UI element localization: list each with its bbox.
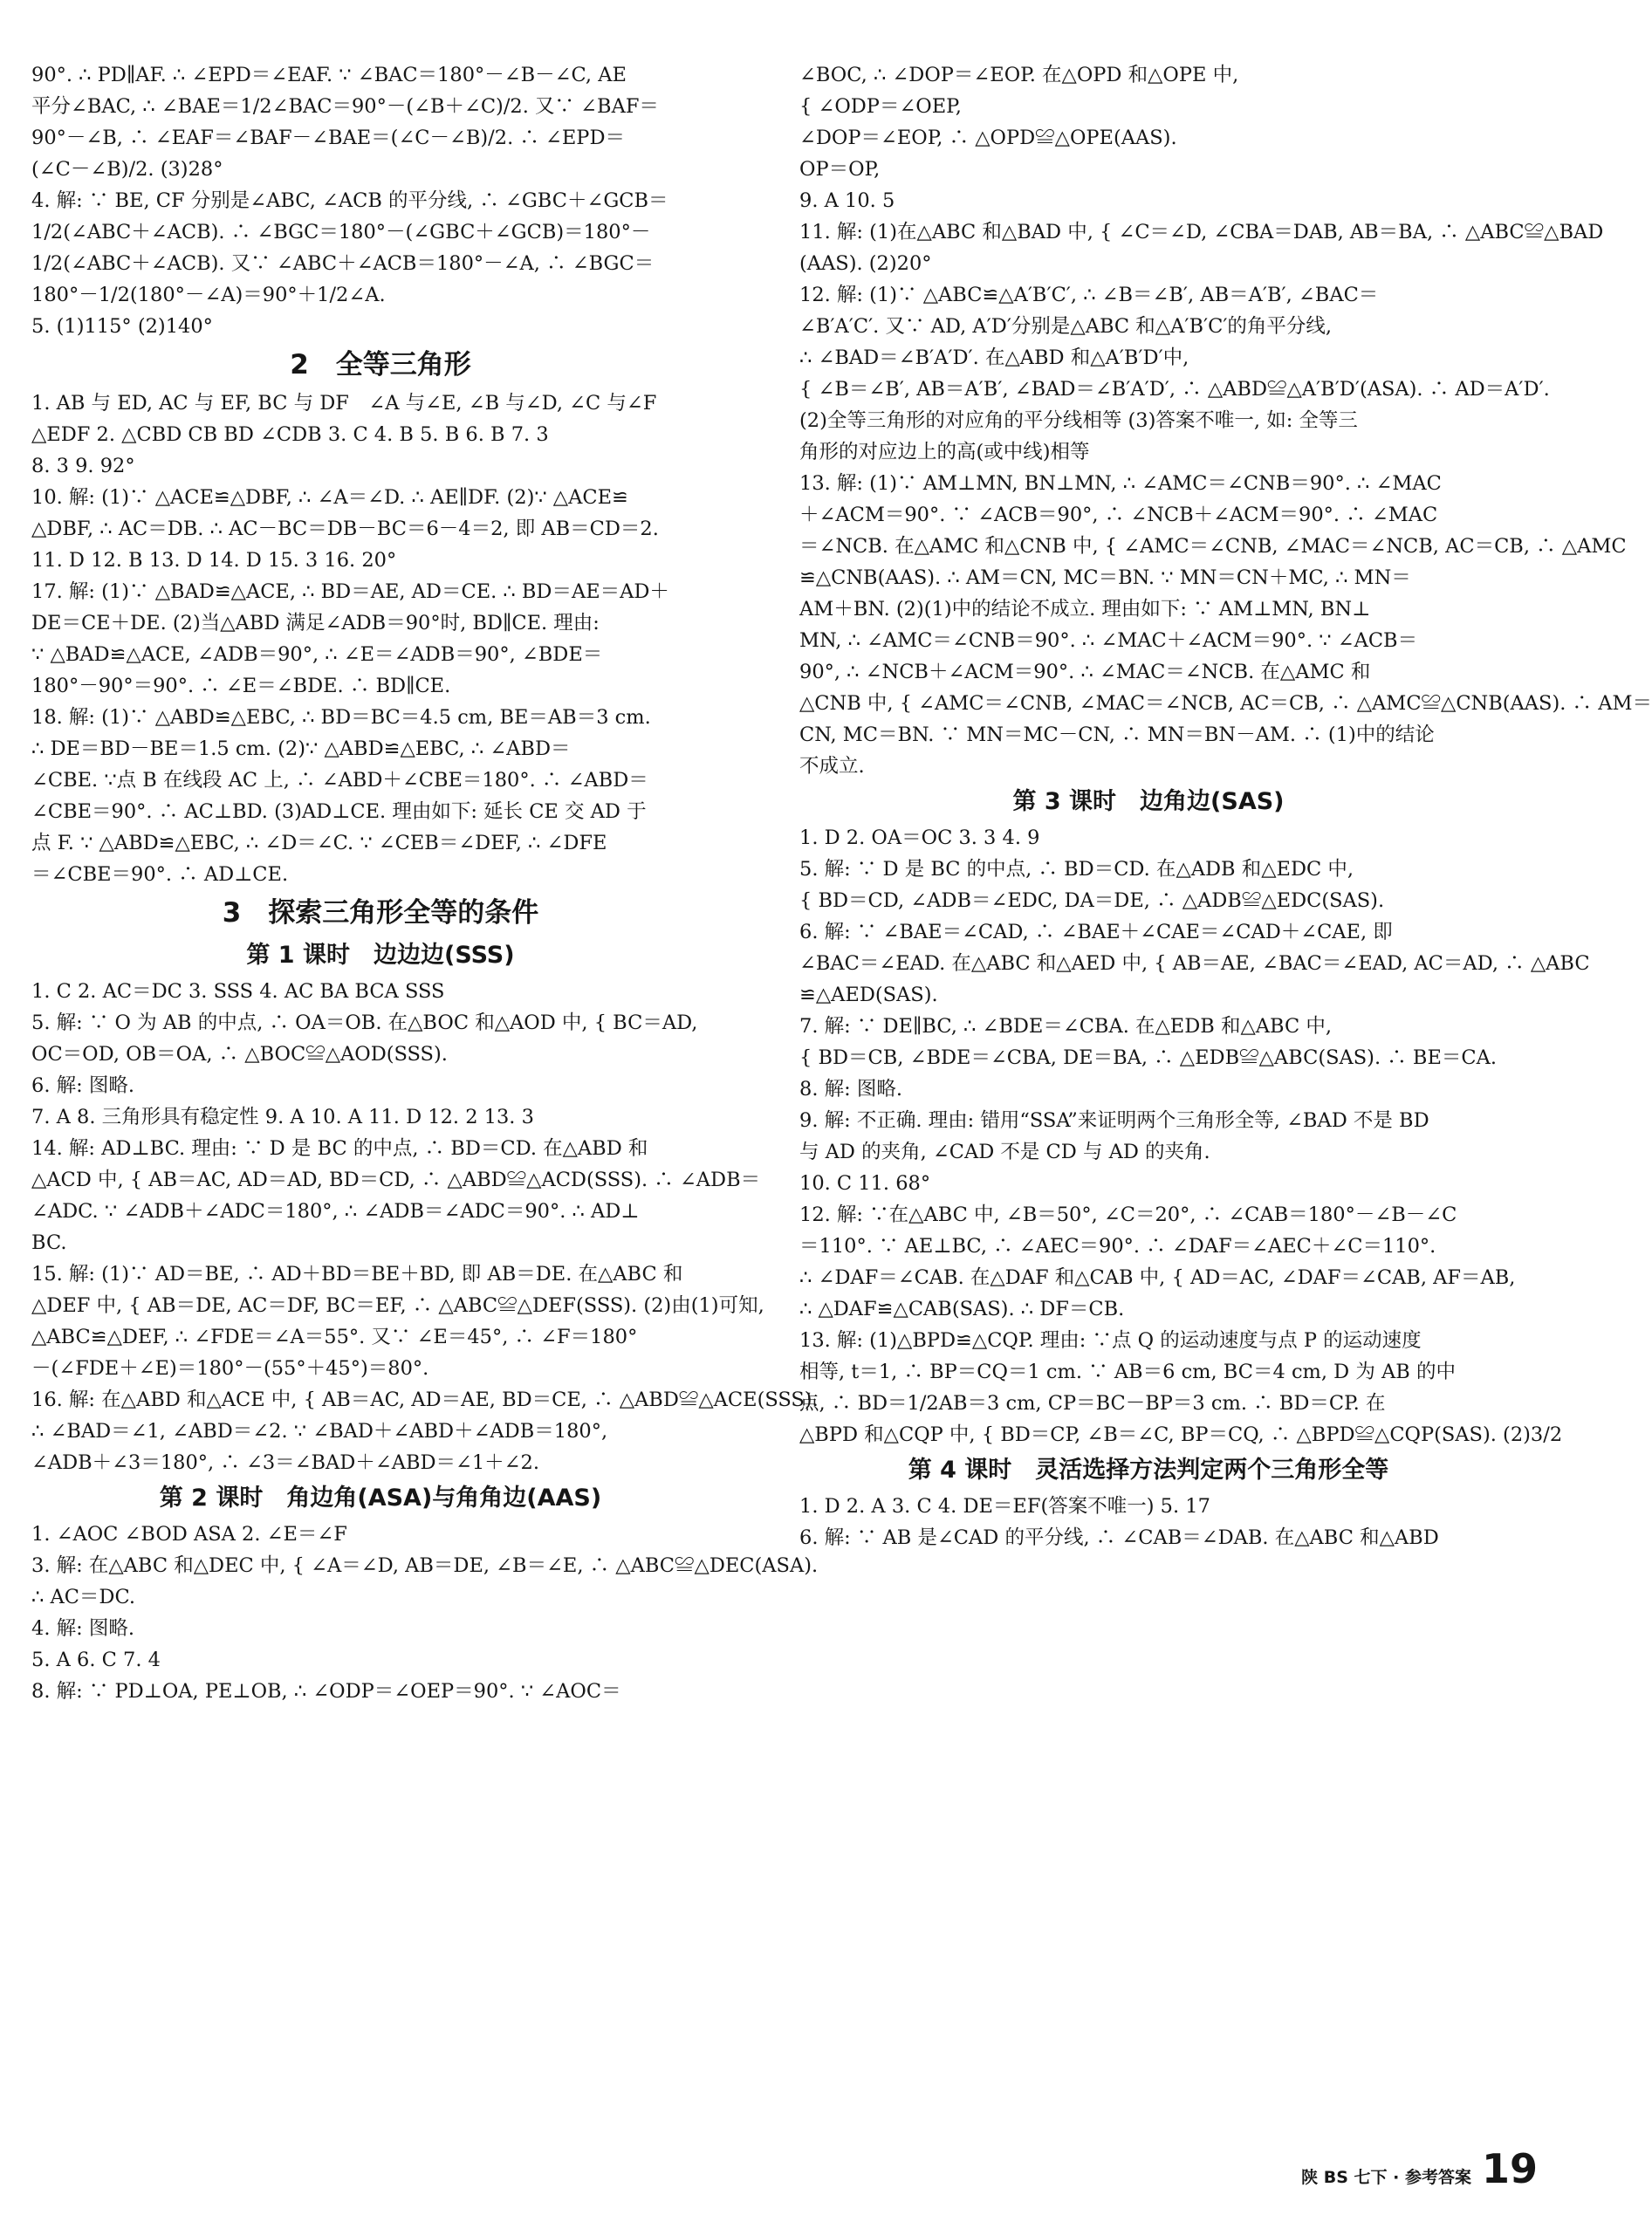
answer-line: 14. 解: AD⊥BC. 理由: ∵ D 是 BC 的中点, ∴ BD＝CD. 在△ABD 和 (31, 1137, 648, 1160)
answer-line: (∠C－∠B)/2. (3)28° (31, 158, 223, 181)
answer-line: 1/2(∠ABC＋∠ACB). ∴ ∠BGC＝180°－(∠GBC＋∠GCB)＝180°－ (31, 221, 651, 243)
answer-line: AM＋BN. (2)(1)中的结论不成立. 理由如下: ∵ AM⊥MN, BN⊥ (799, 598, 1371, 621)
answer-line: 11. D 12. B 13. D 14. D 15. 3 16. 20° (31, 549, 397, 572)
answer-line: OC＝OD, OB＝OA, ∴ △BOC≌△AOD(SSS). (31, 1043, 448, 1066)
answer-line: ＝∠CBE＝90°. ∴ AD⊥CE. (31, 863, 289, 886)
answer-line: 5. A 6. C 7. 4 (31, 1649, 161, 1671)
answer-line: △ACD 中, { AB＝AC, AD＝AD, BD＝CD, ∴ △ABD≌△ACD(SSS). ∴ ∠ADB＝ (31, 1169, 761, 1191)
answer-line: 1. D 2. A 3. C 4. DE＝EF(答案不唯一) 5. 17 (799, 1495, 1210, 1518)
answer-line: △ABC≌△DEF, ∴ ∠FDE＝∠A＝55°. 又∵ ∠E＝45°, ∴ ∠F＝180° (31, 1326, 638, 1348)
answer-line: ∴ AC＝DC. (31, 1586, 136, 1608)
answer-line: 3. 解: 在△ABC 和△DEC 中, { ∠A＝∠D, AB＝DE, ∠B＝∠E, ∴ △ABC≌△DEC(ASA). (31, 1554, 819, 1577)
answer-line: 6. 解: ∵ ∠BAE＝∠CAD, ∴ ∠BAE＋∠CAE＝∠CAD＋∠CAE, 即 (799, 921, 1393, 943)
footer-label: 陕 BS 七下 · 参考答案 (1301, 2168, 1471, 2187)
answer-line: 8. 解: ∵ PD⊥OA, PE⊥OB, ∴ ∠ODP＝∠OEP＝90°. ∵ ∠AOC＝ (31, 1680, 621, 1703)
answer-line: BC. (31, 1231, 67, 1254)
answer-line: ∴ ∠BAD＝∠1, ∠ABD＝∠2. ∵ ∠BAD＋∠ABD＋∠ADB＝180°, (31, 1420, 608, 1443)
lesson-heading: 第 1 课时 边边边(SSS) (246, 942, 515, 969)
answer-line: { BD＝CD, ∠ADB＝∠EDC, DA＝DE, ∴ △ADB≌△EDC(SAS). (799, 889, 1385, 912)
answer-line: 10. C 11. 68° (799, 1172, 931, 1195)
answer-line: 17. 解: (1)∵ △BAD≌△ACE, ∴ BD＝AE, AD＝CE. ∴ BD＝AE＝AD＋ (31, 580, 669, 603)
answer-line: 9. A 10. 5 (799, 189, 895, 212)
answer-line: 点, ∴ BD＝1/2AB＝3 cm, CP＝BC－BP＝3 cm. ∴ BD＝CP. 在 (799, 1392, 1386, 1415)
answer-line: ∠DOP＝∠EOP, ∴ △OPD≌△OPE(AAS). (799, 127, 1177, 149)
answer-line: 7. A 8. 三角形具有稳定性 9. A 10. A 11. D 12. 2 13. 3 (31, 1106, 534, 1128)
answer-line: 5. (1)115° (2)140° (31, 315, 213, 338)
answer-line: 1. C 2. AC＝DC 3. SSS 4. AC BA BCA SSS (31, 980, 445, 1003)
answer-line: ∴ DE＝BD－BE＝1.5 cm. (2)∵ △ABD≌△EBC, ∴ ∠ABD＝ (31, 737, 571, 760)
answer-line: 9. 解: 不正确. 理由: 错用“SSA”来证明两个三角形全等, ∠BAD 不是 BD (799, 1109, 1429, 1132)
answer-line: 13. 解: (1)∵ AM⊥MN, BN⊥MN, ∴ ∠AMC＝∠CNB＝90°. ∴ ∠MAC (799, 472, 1442, 495)
answer-line: 平分∠BAC, ∴ ∠BAE＝1/2∠BAC＝90°－(∠B＋∠C)/2. 又∵ ∠BAF＝ (31, 95, 659, 118)
answer-line: (AAS). (2)20° (799, 252, 932, 275)
answer-line: ∠ADC. ∵ ∠ADB＋∠ADC＝180°, ∴ ∠ADB＝∠ADC＝90°. ∴ AD⊥ (31, 1200, 640, 1223)
answer-line: △DEF 中, { AB＝DE, AC＝DF, BC＝EF, ∴ △ABC≌△DEF(SSS). (2)由(1)可知, (31, 1294, 764, 1317)
answer-line: ∠BOC, ∴ ∠DOP＝∠EOP. 在△OPD 和△OPE 中, (799, 64, 1239, 86)
left-column (31, 59, 819, 1707)
answer-line: 10. 解: (1)∵ △ACE≌△DBF, ∴ ∠A＝∠D. ∴ AE∥DF. (2)∵ △ACE≌ (31, 486, 628, 509)
answer-line: 1/2(∠ABC＋∠ACB). 又∵ ∠ABC＋∠ACB＝180°－∠A, ∴ ∠BGC＝ (31, 252, 655, 275)
lesson-heading: 第 4 课时 灵活选择方法判定两个三角形全等 (908, 1457, 1389, 1484)
answer-line: ∴ ∠DAF＝∠CAB. 在△DAF 和△CAB 中, { AD＝AC, ∠DAF＝∠CAB, AF＝AB, (799, 1266, 1516, 1289)
answer-line: 1. AB 与 ED, AC 与 EF, BC 与 DF ∠A 与∠E, ∠B 与∠D, ∠C 与∠F (31, 392, 657, 415)
answer-line: ≌△CNB(AAS). ∴ AM＝CN, MC＝BN. ∵ MN＝CN＋MC, ∴ MN＝ (799, 566, 1411, 589)
answer-line: ∠CBE. ∵点 B 在线段 AC 上, ∴ ∠ABD＋∠CBE＝180°. ∴ ∠ABD＝ (31, 769, 648, 792)
answer-line: 1. ∠AOC ∠BOD ASA 2. ∠E＝∠F (31, 1523, 347, 1546)
answer-line: CN, MC＝BN. ∵ MN＝MC－CN, ∴ MN＝BN－AM. ∴ (1)中的结论 (799, 723, 1435, 746)
answer-line: 11. 解: (1)在△ABC 和△BAD 中, { ∠C＝∠D, ∠CBA＝DAB, AB＝BA, ∴ △ABC≌△BAD (799, 221, 1604, 243)
section-heading: 2 全等三角形 (290, 349, 471, 381)
answer-line: 12. 解: (1)∵ △ABC≌△A′B′C′, ∴ ∠B＝∠B′, AB＝A′B′, ∠BAC＝ (799, 284, 1379, 306)
answer-line: DE＝CE＋DE. (2)当△ABD 满足∠ADB＝90°时, BD∥CE. 理由: (31, 612, 600, 634)
answer-line: 90°. ∴ PD∥AF. ∴ ∠EPD＝∠EAF. ∵ ∠BAC＝180°－∠B－∠C, AE (31, 64, 627, 86)
answer-line: 不成立. (799, 755, 865, 778)
page-number: 19 (1481, 2145, 1538, 2192)
answer-line: 13. 解: (1)△BPD≌△CQP. 理由: ∵点 Q 的运动速度与点 P 的运动速度 (799, 1329, 1422, 1352)
answer-line: ∴ ∠BAD＝∠B′A′D′. 在△ABD 和△A′B′D′中, (799, 346, 1189, 369)
answer-line: 15. 解: (1)∵ AD＝BE, ∴ AD＋BD＝BE＋BD, 即 AB＝DE. 在△ABC 和 (31, 1263, 683, 1286)
answer-line: 7. 解: ∵ DE∥BC, ∴ ∠BDE＝∠CBA. 在△EDB 和△ABC 中, (799, 1015, 1332, 1038)
answer-line: 5. 解: ∵ D 是 BC 的中点, ∴ BD＝CD. 在△ADB 和△EDC 中, (799, 858, 1354, 881)
answer-line: 18. 解: (1)∵ △ABD≌△EBC, ∴ BD＝BC＝4.5 cm, BE＝AB＝3 cm. (31, 706, 651, 729)
answer-line: ∠CBE＝90°. ∴ AC⊥BD. (3)AD⊥CE. 理由如下: 延长 CE 交 AD 于 (31, 800, 647, 823)
answer-line: { ∠ODP＝∠OEP, (799, 95, 962, 118)
answer-line: ＝110°. ∵ AE⊥BC, ∴ ∠AEC＝90°. ∴ ∠DAF＝∠AEC＋∠C＝110°. (799, 1235, 1436, 1258)
lesson-heading: 第 3 课时 边角边(SAS) (1012, 788, 1285, 815)
answer-line: ＋∠ACM＝90°. ∵ ∠ACB＝90°, ∴ ∠NCB＋∠ACM＝90°. ∴ ∠MAC (799, 504, 1438, 526)
answer-line: 90°, ∴ ∠NCB＋∠ACM＝90°. ∴ ∠MAC＝∠NCB. 在△AMC 和 (799, 661, 1371, 683)
answer-line: 与 AD 的夹角, ∠CAD 不是 CD 与 AD 的夹角. (799, 1141, 1210, 1163)
answer-line: { BD＝CB, ∠BDE＝∠CBA, DE＝BA, ∴ △EDB≌△ABC(SAS). ∴ BE＝CA. (799, 1046, 1497, 1069)
answer-line: ≌△AED(SAS). (799, 984, 938, 1006)
right-column (799, 59, 1652, 1553)
answer-line: 16. 解: 在△ABD 和△ACE 中, { AB＝AC, AD＝AE, BD＝CE, ∴ △ABD≌△ACE(SSS). (31, 1389, 819, 1411)
answer-line: 点 F. ∵ △ABD≌△EBC, ∴ ∠D＝∠C. ∵ ∠CEB＝∠DEF, ∴ ∠DFE (31, 832, 607, 854)
answer-line: ＝∠NCB. 在△AMC 和△CNB 中, { ∠AMC＝∠CNB, ∠MAC＝∠NCB, AC＝CB, ∴ △AMC (799, 535, 1627, 558)
section-heading: 3 探索三角形全等的条件 (222, 897, 539, 929)
answer-line: { ∠B＝∠B′, AB＝A′B′, ∠BAD＝∠B′A′D′, ∴ △ABD≌△A′B′D′(ASA). ∴ AD＝A′D′. (799, 378, 1550, 401)
answer-line: △BPD 和△CQP 中, { BD＝CP, ∠B＝∠C, BP＝CQ, ∴ △BPD≌△CQP(SAS). (2)3/2 (799, 1423, 1563, 1446)
answer-line: ∵ △BAD≌△ACE, ∠ADB＝90°, ∴ ∠E＝∠ADB＝90°, ∠BDE＝ (31, 643, 603, 666)
answer-line: 1. D 2. OA＝OC 3. 3 4. 9 (799, 826, 1040, 849)
answer-line: ∴ △DAF≌△CAB(SAS). ∴ DF＝CB. (799, 1298, 1125, 1320)
answer-line: 8. 解: 图略. (799, 1078, 903, 1101)
answer-line: △EDF 2. △CBD CB BD ∠CDB 3. C 4. B 5. B 6. B 7. 3 (31, 423, 549, 446)
answer-line: (2)全等三角形的对应角的平分线相等 (3)答案不唯一, 如: 全等三 (799, 409, 1358, 432)
answer-line: 12. 解: ∵在△ABC 中, ∠B＝50°, ∠C＝20°, ∴ ∠CAB＝180°－∠B－∠C (799, 1204, 1457, 1226)
answer-line: ∠BAC＝∠EAD. 在△ABC 和△AED 中, { AB＝AE, ∠BAC＝∠EAD, AC＝AD, ∴ △ABC (799, 952, 1590, 975)
answer-line: OP＝OP, (799, 158, 881, 181)
answer-line: 角形的对应边上的高(或中线)相等 (799, 441, 1090, 463)
answer-line: 6. 解: ∵ AB 是∠CAD 的平分线, ∴ ∠CAB＝∠DAB. 在△ABC 和△ABD (799, 1526, 1439, 1549)
answer-line: 90°－∠B, ∴ ∠EAF＝∠BAF－∠BAE＝(∠C－∠B)/2. ∴ ∠EPD＝ (31, 127, 625, 149)
answer-line: △CNB 中, { ∠AMC＝∠CNB, ∠MAC＝∠NCB, AC＝CB, ∴ △AMC≌△CNB(AAS). ∴ AM＝ (799, 692, 1652, 715)
answer-line: 8. 3 9. 92° (31, 455, 135, 477)
answer-line: ∠ADB＋∠3＝180°, ∴ ∠3＝∠BAD＋∠ABD＝∠1＋∠2. (31, 1451, 540, 1474)
answer-line: 4. 解: 图略. (31, 1617, 135, 1640)
answer-line: ∠B′A′C′. 又∵ AD, A′D′分别是△ABC 和△A′B′C′的角平分线, (799, 315, 1333, 338)
answer-line: 4. 解: ∵ BE, CF 分别是∠ABC, ∠ACB 的平分线, ∴ ∠GBC＋∠GCB＝ (31, 189, 668, 212)
answer-line: 5. 解: ∵ O 为 AB 的中点, ∴ OA＝OB. 在△BOC 和△AOD 中, { BC＝AD, (31, 1011, 698, 1034)
answer-line: △DBF, ∴ AC＝DB. ∴ AC－BC＝DB－BC＝6－4＝2, 即 AB＝CD＝2. (31, 518, 659, 540)
answer-line: 180°－90°＝90°. ∴ ∠E＝∠BDE. ∴ BD∥CE. (31, 675, 451, 697)
page-footer (1301, 2145, 1538, 2192)
answer-line: 180°－1/2(180°－∠A)＝90°＋1/2∠A. (31, 284, 386, 306)
answer-line: 相等, t＝1, ∴ BP＝CQ＝1 cm. ∵ AB＝6 cm, BC＝4 cm, D 为 AB 的中 (799, 1361, 1456, 1383)
answer-line: MN, ∴ ∠AMC＝∠CNB＝90°. ∴ ∠MAC＋∠ACM＝90°. ∵ ∠ACB＝ (799, 629, 1418, 652)
answer-line: 6. 解: 图略. (31, 1074, 135, 1097)
lesson-heading: 第 2 课时 角边角(ASA)与角角边(AAS) (159, 1485, 602, 1512)
answer-line: －(∠FDE＋∠E)＝180°－(55°＋45°)＝80°. (31, 1357, 429, 1380)
